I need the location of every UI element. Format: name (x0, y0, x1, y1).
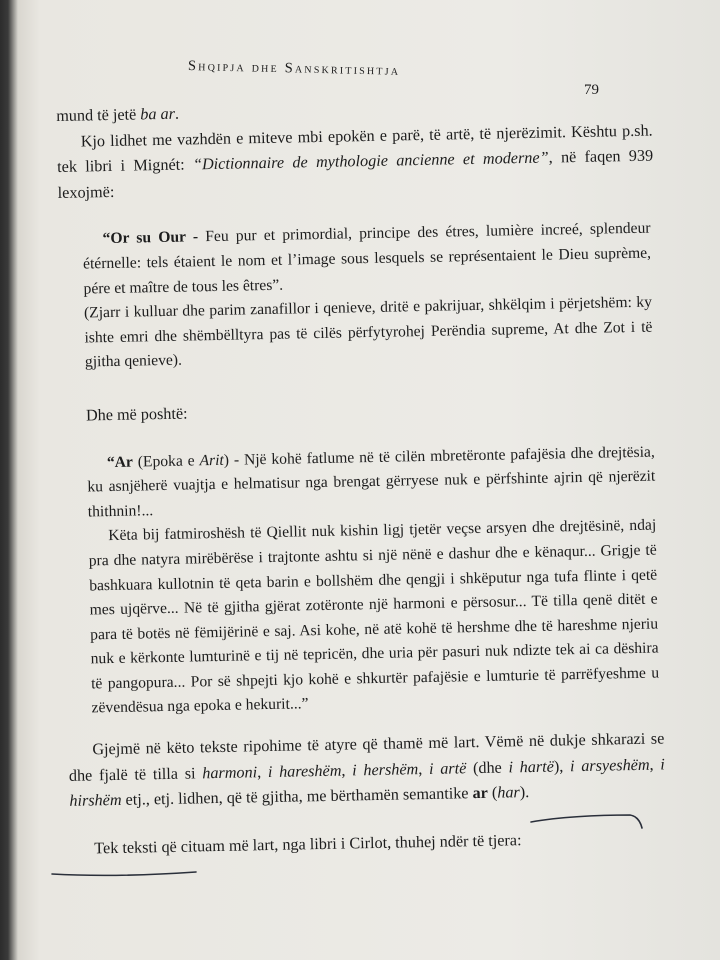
paragraph-closing: Tek teksti që cituam më lart, nga libri i Cirlot, thuhej ndër të tjera: (94, 831, 522, 858)
pen-underlined-phrase: me bërthamën semantike ar (har). (306, 783, 530, 806)
book-page (18, 0, 720, 960)
page-body (56, 93, 666, 863)
paragraph-intro: Kjo lidhet me vazhdën e miteve mbi epokën e parë, të artë, të njerëzimit. Kështu p.sh. tek libri i Mignét: “Dictionnaire de mythologie ancienne et moderne”, në faqen 939 lexojmë: (57, 121, 654, 202)
paragraph-transition: Dhe më poshtë: (85, 404, 188, 425)
paragraph-analysis: Gjejmë në këto tekste ripohime të atyre që thamë më lart. Vëmë në dukje shkarazi se dhe fjalë të tilla si harmoni, i hareshëm, i hershëm, i artë (dhe i hartë), i arsyeshëm, i hirshëm etj., etj. lidhen, që të gjitha, me bërthamën semantike ar (har). (68, 729, 665, 811)
page-number: 79 (584, 82, 599, 98)
quote-translation: (Zjarr i kulluar dhe parim zanafillor i qenieve, dritë e pakrijuar, shkëlqim i përjetshëm: ky ishte emri dhe shëmbëlltyra pas të cilës përfytyrohej Perëndia supreme, At dhe Zot i të gjitha qenieve). (83, 293, 653, 371)
quote-golden-age: “Ar (Epoka e Arit) - Një kohë fatlume në të cilën mbretëronte pafajësia dhe drejtësia, ku asnjëherë vuajtja e helmatisur nga brengat gërryese nuk e përfshinte ajrin që njerëzit thithnin!... Këta bij fatmiroshësh të Qiellit nuk kishin ligj tjetër veçse arsyen dhe drejtësinë, ndaj pra dhe natyra mirëbërëse i trajtonte ashtu si një nënë e dashur dhe e kënaqur... Grigje të bashkuara kullotnin të qeta barin e bollshëm dhe qengji i shkëputur nga tufa flinte i qetë mes ujqërve... Në të gjitha gjërat zotëronte një harmoni e përsosur... Të tilla qenë ditët e para të botës në fëmijërinë e saj. Asi kohe, në atë kohë të hershme dhe të hareshme njeriu nuk e kërkonte lumturinë e tij në tepricën, dhe uria për pasuri nuk ndizte tek ai ca dëshira të pangopura... Por së shpejti kjo kohë e shkurtër pafajësie e lumturie të parrëfyeshme u zëvendësua nga epoka e hekurit...” (87, 440, 660, 721)
pen-underline-line2 (52, 872, 196, 875)
paragraph-continuation: mund të jetë ba ar. (56, 104, 180, 125)
quote-golden-age-cont: Këta bij fatmiroshësh të Qiellit nuk kishin ligj tjetër veçse arsyen dhe drejtësinë, ndaj pra dhe natyra mirëbërëse i trajtonte ashtu si një nënë e dashur dhe e kënaqur... Grigje të bashkuara kullotnin të qeta barin e bollshëm dhe qengji i shkëputur nga tufa flinte i qetë mes ujqërve... Në të gjitha gjërat zotëronte një harmoni e përsosur... Të tilla qenë ditët e para të botës në fëmijërinë e saj. Asi kohe, në atë kohë të hershme dhe të hareshme njeriu nuk e kërkonte lumturinë e tij në tepricën, dhe uria për pasuri nuk ndizte tek ai ca dëshira të pangopura... Por së shpejti kjo kohë e shkurtër pafajësie e lumturie të parrëfyeshme u zëvendësua nga epoka e hekurit...” (88, 516, 660, 717)
quote-french: “Or su Our - Feu pur et primordial, principe des étres, lumière increé, splendeur étérnelle: tels étaient le nom et l’image sous lesquels se représentaient le Dieu suprème, pére et maître de tous les êtres”. (Zjarr i kulluar dhe parim zanafillor i qenieve, dritë e pakrijuar, shkëlqim i përjetshëm: ky ishte emri dhe shëmbëlltyra pas të cilës përfytyrohej Perëndia supreme, At dhe Zot i të gjitha qenieve). (82, 217, 653, 375)
running-header: Shqipja dhe Sanskritishtja (187, 58, 401, 79)
